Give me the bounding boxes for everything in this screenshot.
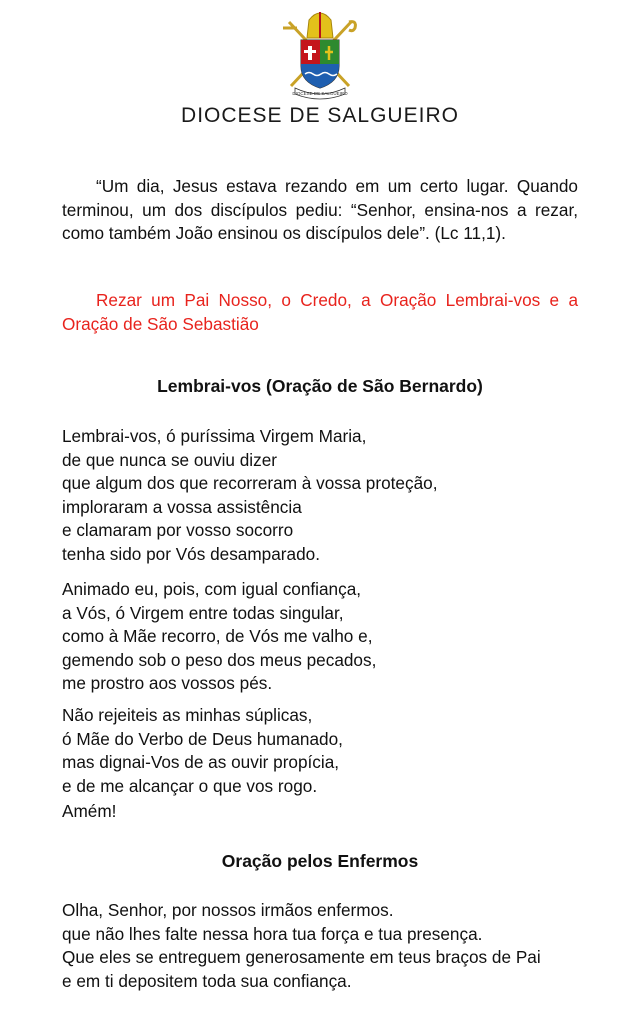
- verse-line: que algum dos que recorreram à vossa proteção,: [62, 473, 438, 493]
- lembrai-stanza-2: [62, 578, 578, 696]
- verse-line: gemendo sob o peso dos meus pecados,: [62, 649, 377, 670]
- verse-line: tenha sido por Vós desamparado.: [62, 543, 320, 564]
- prayer-instruction: Rezar um Pai Nosso, o Credo, a Oração Lembrai-vos e a Oração de São Sebastião: [62, 290, 578, 334]
- diocese-crest-icon: [279, 8, 361, 100]
- verse-line: e em ti depositem toda sua confiança.: [62, 970, 352, 991]
- verse-line: como à Mãe recorro, de Vós me valho e,: [62, 626, 373, 646]
- page-title: DIOCESE DE SALGUEIRO: [181, 104, 459, 127]
- enfermos-heading: Oração pelos Enfermos: [221, 851, 419, 871]
- intro-quote: “Um dia, Jesus estava rezando em um certo lugar. Quando terminou, um dos discípulos pediu: “Senhor, ensina-nos a rezar, como também João ensinou os discípulos dele”. (Lc 11,1).: [62, 176, 578, 243]
- verse-line: mas dignai-Vos de as ouvir propícia,: [62, 752, 340, 772]
- verse-line: de que nunca se ouviu dizer: [62, 449, 277, 470]
- amen-text: Amém!: [62, 801, 117, 821]
- lembrai-stanza-1: [62, 425, 578, 566]
- verse-line: ó Mãe do Verbo de Deus humanado,: [62, 728, 343, 749]
- lembrai-heading: Lembrai-vos (Oração de São Bernardo): [157, 376, 483, 396]
- verse-line: Lembrai-vos, ó puríssima Virgem Maria,: [62, 426, 367, 446]
- enfermos-prayer: [62, 899, 578, 993]
- verse-line: e clamaram por vosso socorro: [62, 520, 294, 540]
- verse-line: Olha, Senhor, por nossos irmãos enfermos.: [62, 900, 394, 920]
- verse-line: Que eles se entreguem generosamente em teus braços de Pai: [62, 947, 541, 967]
- verse-line: e de me alcançar o que vos rogo.: [62, 775, 318, 796]
- verse-line: me prostro aos vossos pés.: [62, 673, 273, 693]
- lembrai-stanza-3: [62, 704, 578, 798]
- verse-line: Não rejeiteis as minhas súplicas,: [62, 705, 313, 725]
- verse-line: imploraram a vossa assistência: [62, 496, 302, 517]
- svg-text:DIOCESE DE SALGUEIRO: DIOCESE DE SALGUEIRO: [292, 91, 348, 96]
- verse-line: que não lhes falte nessa hora tua força e tua presença.: [62, 923, 483, 944]
- verse-line: Animado eu, pois, com igual confiança,: [62, 579, 362, 599]
- verse-line: a Vós, ó Virgem entre todas singular,: [62, 602, 344, 623]
